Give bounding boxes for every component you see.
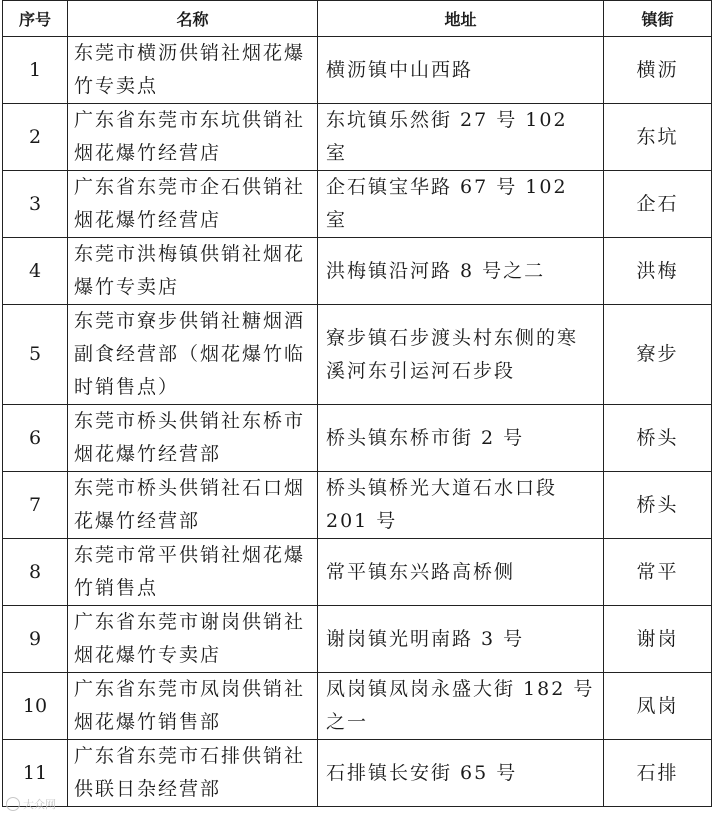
- header-index: 序号: [3, 1, 68, 37]
- cell-town: 石排: [604, 740, 712, 807]
- cell-address: 石排镇长安街 65 号: [318, 740, 604, 807]
- cell-town: 寮步: [604, 305, 712, 405]
- watermark-text: 大众网: [23, 798, 56, 811]
- header-town: 镇街: [604, 1, 712, 37]
- cell-name: 东莞市桥头供销社石口烟花爆竹经营部: [68, 472, 318, 539]
- cell-address: 桥头镇桥光大道石水口段 201 号: [318, 472, 604, 539]
- cell-town: 企石: [604, 171, 712, 238]
- cell-name: 广东省东莞市企石供销社烟花爆竹经营店: [68, 171, 318, 238]
- table-row: [3, 673, 712, 740]
- table-row: [3, 606, 712, 673]
- table-row: [3, 305, 712, 405]
- table-row: [3, 405, 712, 472]
- table-row: [3, 104, 712, 171]
- shops-table: [2, 0, 712, 807]
- table-row: [3, 37, 712, 104]
- header-name: 名称: [68, 1, 318, 37]
- cell-address: 谢岗镇光明南路 3 号: [318, 606, 604, 673]
- cell-index: 2: [3, 104, 68, 171]
- cell-name: 广东省东莞市石排供销社供联日杂经营部: [68, 740, 318, 807]
- table-row: [3, 539, 712, 606]
- cell-index: 11: [3, 740, 68, 807]
- cell-address: 桥头镇东桥市街 2 号: [318, 405, 604, 472]
- cell-name: 东莞市桥头供销社东桥市烟花爆竹经营部: [68, 405, 318, 472]
- cell-town: 桥头: [604, 405, 712, 472]
- cell-index: 6: [3, 405, 68, 472]
- header-address: 地址: [318, 1, 604, 37]
- cell-name: 广东省东莞市凤岗供销社烟花爆竹销售部: [68, 673, 318, 740]
- cell-address: 寮步镇石步渡头村东侧的寒溪河东引运河石步段: [318, 305, 604, 405]
- watermark-logo-icon: [6, 797, 20, 811]
- cell-name: 东莞市横沥供销社烟花爆竹专卖点: [68, 37, 318, 104]
- cell-town: 常平: [604, 539, 712, 606]
- cell-town: 桥头: [604, 472, 712, 539]
- cell-index: 10: [3, 673, 68, 740]
- watermark: [6, 796, 56, 812]
- cell-town: 凤岗: [604, 673, 712, 740]
- cell-town: 横沥: [604, 37, 712, 104]
- cell-address: 横沥镇中山西路: [318, 37, 604, 104]
- cell-index: 1: [3, 37, 68, 104]
- cell-name: 东莞市洪梅镇供销社烟花爆竹专卖店: [68, 238, 318, 305]
- cell-name: 东莞市常平供销社烟花爆竹销售点: [68, 539, 318, 606]
- cell-name: 东莞市寮步供销社糖烟酒副食经营部（烟花爆竹临时销售点）: [68, 305, 318, 405]
- cell-index: 3: [3, 171, 68, 238]
- table-row: [3, 171, 712, 238]
- cell-index: 4: [3, 238, 68, 305]
- cell-address: 凤岗镇凤岗永盛大街 182 号之一: [318, 673, 604, 740]
- table-row: [3, 740, 712, 807]
- cell-address: 洪梅镇沿河路 8 号之二: [318, 238, 604, 305]
- table-row: [3, 472, 712, 539]
- cell-address: 常平镇东兴路高桥侧: [318, 539, 604, 606]
- cell-address: 东坑镇乐然街 27 号 102 室: [318, 104, 604, 171]
- cell-index: 5: [3, 305, 68, 405]
- cell-address: 企石镇宝华路 67 号 102 室: [318, 171, 604, 238]
- cell-name: 广东省东莞市东坑供销社烟花爆竹经营店: [68, 104, 318, 171]
- cell-index: 8: [3, 539, 68, 606]
- cell-name: 广东省东莞市谢岗供销社烟花爆竹专卖店: [68, 606, 318, 673]
- cell-town: 谢岗: [604, 606, 712, 673]
- cell-town: 东坑: [604, 104, 712, 171]
- header-row: [3, 1, 712, 37]
- cell-index: 7: [3, 472, 68, 539]
- cell-town: 洪梅: [604, 238, 712, 305]
- cell-index: 9: [3, 606, 68, 673]
- table-row: [3, 238, 712, 305]
